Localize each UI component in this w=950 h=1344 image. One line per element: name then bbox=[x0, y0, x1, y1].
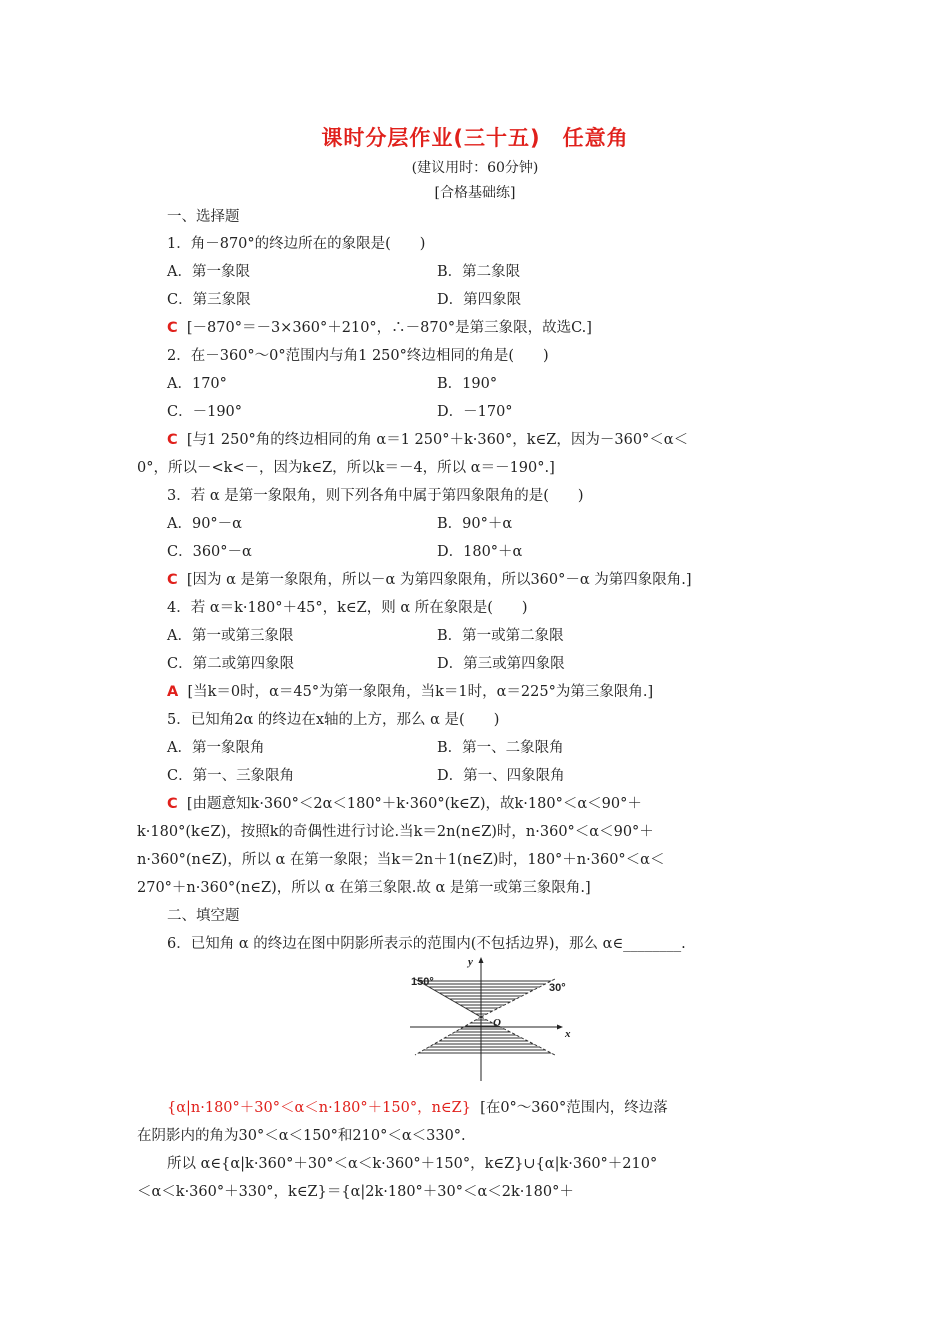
q4-option-d: D．第三或第四象限 bbox=[437, 656, 565, 672]
q6-stem: 6．已知角 α 的终边在图中阴影所表示的范围内(不包括边界)，那么 α∈________. bbox=[167, 936, 686, 952]
q2-option-a: A．170° bbox=[167, 376, 227, 392]
label-origin: O bbox=[493, 1017, 501, 1029]
label-30: 30° bbox=[549, 982, 566, 994]
q5-answer: C bbox=[167, 796, 178, 812]
q1-answer-line bbox=[167, 318, 592, 338]
q2-option-b: B．190° bbox=[437, 376, 498, 392]
q4-explanation: [当k＝0时，α＝45°为第一象限角，当k＝1时，α＝225°为第三象限角.] bbox=[187, 684, 654, 700]
q4-option-c: C．第二或第四象限 bbox=[167, 656, 295, 672]
q5-option-b: B．第一、二象限角 bbox=[437, 740, 564, 756]
q5-answer-line bbox=[167, 794, 642, 814]
q1-option-c: C．第三象限 bbox=[167, 292, 251, 308]
q2-explanation-2: 0°，所以－<k<－，因为k∈Z，所以k＝－4，所以 α＝－190°.] bbox=[137, 460, 555, 476]
q3-option-b: B．90°＋α bbox=[437, 516, 513, 532]
q4-answer-line bbox=[167, 682, 653, 702]
q3-answer-line bbox=[167, 570, 692, 590]
q3-answer: C bbox=[167, 572, 178, 588]
q3-stem: 3．若 α 是第一象限角，则下列各角中属于第四象限角的是( ) bbox=[167, 488, 584, 504]
q3-option-c: C．360°－α bbox=[167, 544, 252, 560]
section-heading-fill: 二、填空题 bbox=[167, 908, 240, 924]
label-x: x bbox=[565, 1028, 571, 1040]
y-axis-arrow-icon bbox=[479, 957, 484, 963]
q2-option-d: D．－170° bbox=[437, 404, 513, 420]
q5-explanation-4: 270°＋n·360°(n∈Z)，所以 α 在第三象限.故 α 是第一或第三象限角.] bbox=[137, 880, 591, 896]
q4-option-a: A．第一或第三象限 bbox=[167, 628, 294, 644]
q2-stem: 2．在－360°～0°范围内与角1 250°终边相同的角是( ) bbox=[167, 348, 549, 364]
q1-stem: 1．角－870°的终边所在的象限是( ) bbox=[167, 236, 426, 252]
q1-option-a: A．第一象限 bbox=[167, 264, 250, 280]
q3-option-d: D．180°＋α bbox=[437, 544, 523, 560]
q6-explanation-4: ＜α＜k·360°＋330°，k∈Z}＝{α|2k·180°＋30°＜α＜2k·180°＋ bbox=[137, 1184, 574, 1200]
q5-option-c: C．第一、三象限角 bbox=[167, 768, 295, 784]
suggested-time: (建议用时：60分钟) bbox=[411, 160, 539, 176]
q4-answer: A bbox=[167, 684, 179, 700]
boundary-ray-30 bbox=[481, 979, 555, 1017]
q5-option-a: A．第一象限角 bbox=[167, 740, 265, 756]
q2-answer: C bbox=[167, 432, 178, 448]
q5-explanation-1: [由题意知k·360°＜2α＜180°＋k·360°(k∈Z)，故k·180°＜α＜90°＋ bbox=[186, 796, 642, 812]
q1-explanation: [－870°＝－3×360°＋210°，∴－870°是第三象限，故选C.] bbox=[186, 320, 592, 336]
q4-stem: 4．若 α＝k·180°＋45°，k∈Z，则 α 所在象限是( ) bbox=[167, 600, 528, 616]
lower-shaded-region bbox=[405, 1020, 575, 1053]
angle-region-figure bbox=[405, 953, 575, 1093]
section-mark: [合格基础练] bbox=[434, 185, 516, 201]
q6-explanation-2: 在阴影内的角为30°＜α＜150°和210°＜α＜330°. bbox=[137, 1128, 466, 1144]
page-title: 课时分层作业(三十五) 任意角 bbox=[321, 126, 629, 150]
label-y: y bbox=[468, 956, 473, 968]
q6-answer-line bbox=[167, 1098, 668, 1118]
q5-option-d: D．第一、四象限角 bbox=[437, 768, 565, 784]
q1-answer: C bbox=[167, 320, 178, 336]
q2-option-c: C．－190° bbox=[167, 404, 243, 420]
q1-option-b: B．第二象限 bbox=[437, 264, 521, 280]
q4-option-b: B．第一或第二象限 bbox=[437, 628, 564, 644]
q1-option-d: D．第四象限 bbox=[437, 292, 522, 308]
q6-explanation-1: [在0°～360°范围内，终边落 bbox=[480, 1100, 668, 1116]
q5-explanation-2: k·180°(k∈Z)，按照k的奇偶性进行讨论.当k＝2n(n∈Z)时，n·360°＜α＜90°＋ bbox=[137, 824, 654, 840]
q6-explanation-3: 所以 α∈{α|k·360°＋30°＜α＜k·360°＋150°，k∈Z}∪{α|k·360°＋210° bbox=[167, 1156, 658, 1172]
label-150: 150° bbox=[411, 976, 434, 988]
q6-answer: {α|n·180°＋30°＜α＜n·180°＋150°，n∈Z} bbox=[167, 1100, 471, 1116]
x-axis-arrow-icon bbox=[557, 1025, 563, 1030]
q5-explanation-3: n·360°(n∈Z)，所以 α 在第一象限；当k＝2n＋1(n∈Z)时，180°＋n·360°＜α＜ bbox=[137, 852, 665, 868]
section-heading-choice: 一、选择题 bbox=[167, 209, 240, 225]
q3-option-a: A．90°－α bbox=[167, 516, 242, 532]
boundary-ray-210 bbox=[415, 1017, 481, 1055]
q3-explanation: [因为 α 是第一象限角，所以－α 为第四象限角，所以360°－α 为第四象限角.] bbox=[186, 572, 692, 588]
q2-explanation-1: [与1 250°角的终边相同的角 α＝1 250°＋k·360°，k∈Z，因为－360°＜α＜ bbox=[186, 432, 689, 448]
q5-stem: 5．已知角2α 的终边在x轴的上方，那么 α 是( ) bbox=[167, 712, 500, 728]
q2-answer-line bbox=[167, 430, 688, 450]
